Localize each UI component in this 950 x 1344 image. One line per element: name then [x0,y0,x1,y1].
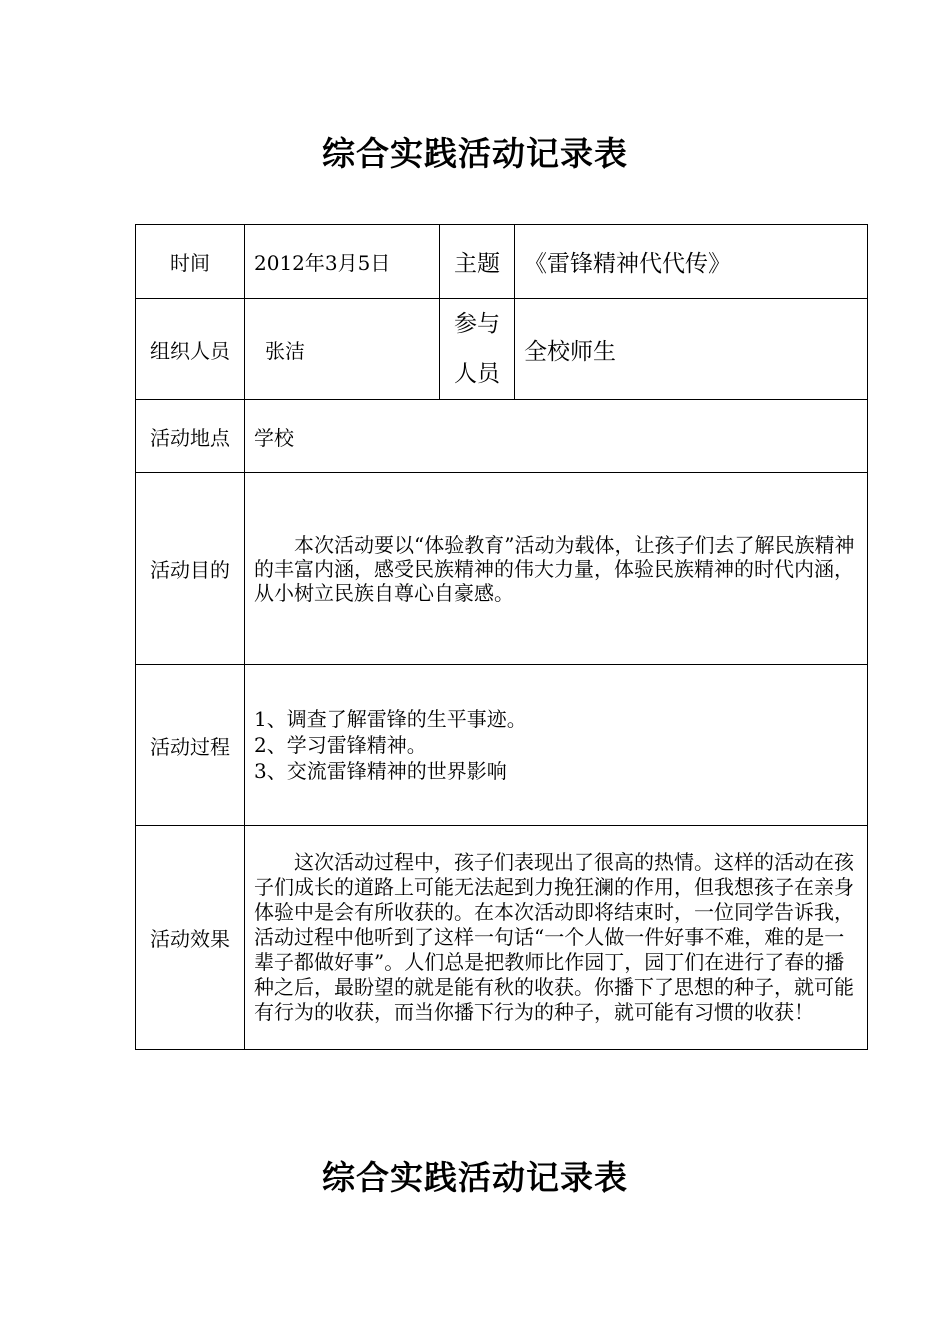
process-list [245,665,868,826]
time-label: 时间 [136,225,245,299]
activity-record-table [135,224,868,1050]
participants-label [440,299,515,400]
organizer-label: 组织人员 [136,299,245,400]
participants-label-line1: 参与 [454,311,500,337]
time-value: 2012年3月5日 [245,225,440,299]
location-value: 学校 [245,400,868,473]
table-row [136,225,868,299]
process-label: 活动过程 [136,665,245,826]
page-title-second: 综合实践活动记录表 [322,1158,628,1197]
list-item: 1、调查了解雷锋的生平事迹。 [254,707,527,731]
theme-label: 主题 [440,225,515,299]
location-label: 活动地点 [136,400,245,473]
organizer-value: 张洁 [245,299,440,400]
table-row [136,299,868,400]
participants-value: 全校师生 [515,299,868,400]
purpose-label: 活动目的 [136,473,245,665]
theme-value: 《雷锋精神代代传》 [515,225,868,299]
purpose-text: 本次活动要以“体验教育”活动为载体，让孩子们去了解民族精神的丰富内涵，感受民族精神的伟大力量，体验民族精神的时代内涵，从小树立民族自尊心自豪感。 [245,473,868,665]
table-row [136,826,868,1050]
effect-text: 这次活动过程中，孩子们表现出了很高的热情。这样的活动在孩子们成长的道路上可能无法起到力挽狂澜的作用，但我想孩子在亲身体验中是会有所收获的。在本次活动即将结束时，一位同学告诉我，活动过程中他听到了这样一句话“一个人做一件好事不难，难的是一辈子都做好事”。人们总是把教师比作园丁，园丁们在进行了春的播种之后，最盼望的就是能有秋的收获。你播下了思想的种子，就可能有行为的收获，而当你播下行为的种子，就可能有习惯的收获！ [245,826,868,1050]
list-item: 2、学习雷锋精神。 [254,733,427,757]
effect-label: 活动效果 [136,826,245,1050]
table-row [136,473,868,665]
page-title: 综合实践活动记录表 [322,134,628,173]
table-row [136,665,868,826]
table-row [136,400,868,473]
participants-label-line2: 人员 [454,361,500,387]
list-item: 3、交流雷锋精神的世界影响 [254,759,507,783]
